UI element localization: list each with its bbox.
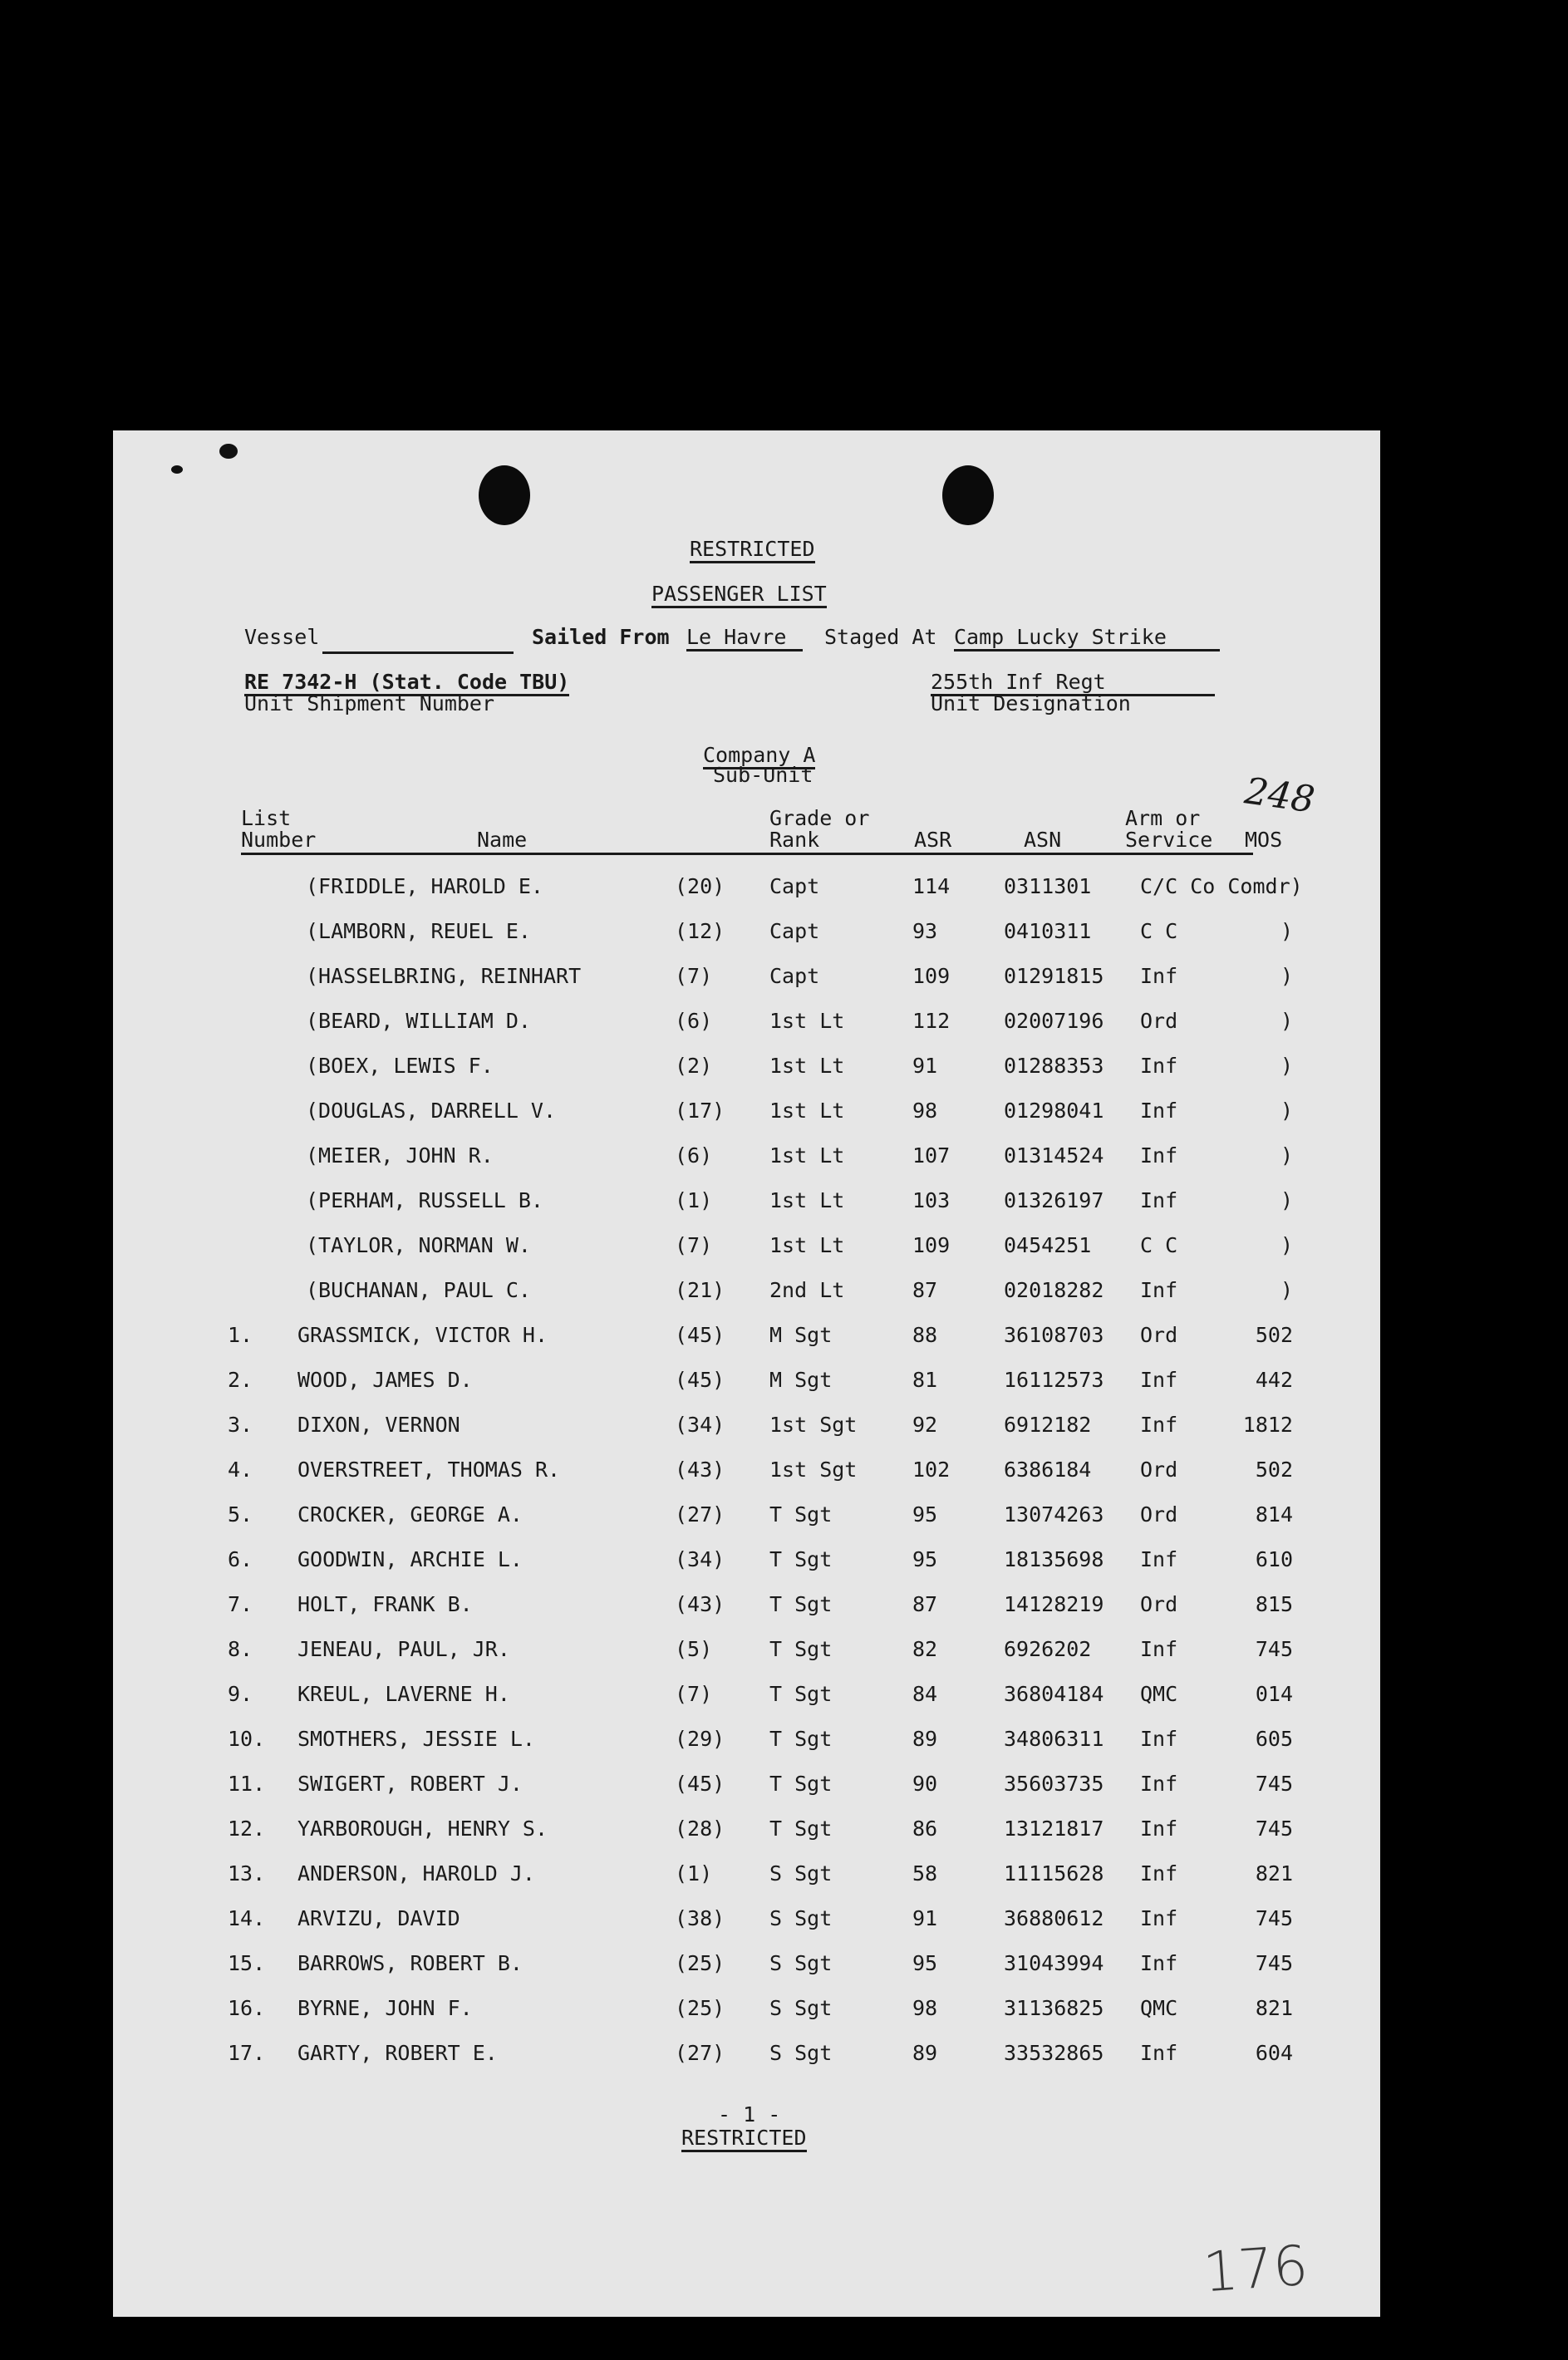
col-mos: MOS xyxy=(1245,828,1283,852)
cell-mos: 745 xyxy=(1255,1817,1293,1841)
cell-grade: S Sgt xyxy=(769,1906,833,1930)
cell-name: DIXON, VERNON xyxy=(297,1413,460,1437)
cell-code: (21) xyxy=(675,1278,725,1302)
cell-name: (PERHAM, RUSSELL B. xyxy=(306,1188,543,1212)
cell-grade: T Sgt xyxy=(769,1637,833,1661)
cell-num: 9. xyxy=(228,1682,253,1706)
cell-asr: 92 xyxy=(912,1413,938,1437)
cell-mos: ) xyxy=(1280,964,1293,988)
cell-grade: 1st Lt xyxy=(769,1054,845,1078)
cell-asn: 0311301 xyxy=(1004,874,1092,898)
cell-grade: S Sgt xyxy=(769,1951,833,1975)
cell-mos: ) xyxy=(1280,1009,1293,1033)
cell-arm: Inf xyxy=(1140,1278,1178,1302)
cell-arm: C C xyxy=(1140,919,1178,943)
cell-arm: Inf xyxy=(1140,1727,1178,1751)
cell-mos: ) xyxy=(1280,919,1293,943)
cell-asn: 16112573 xyxy=(1004,1368,1104,1392)
cell-asn: 6912182 xyxy=(1004,1413,1092,1437)
page-number: - 1 - xyxy=(718,2102,781,2126)
cell-arm: QMC xyxy=(1140,1682,1178,1706)
cell-code: (27) xyxy=(675,1502,725,1527)
cell-mos: 821 xyxy=(1255,1996,1293,2020)
cell-code: (6) xyxy=(675,1009,713,1033)
cell-asr: 89 xyxy=(912,1727,938,1751)
col-list-number-1: List xyxy=(241,806,292,830)
cell-grade: T Sgt xyxy=(769,1817,833,1841)
cell-mos: 442 xyxy=(1255,1368,1293,1392)
cell-arm: Inf xyxy=(1140,1054,1178,1078)
cell-name: SMOTHERS, JESSIE L. xyxy=(297,1727,535,1751)
cell-mos: 745 xyxy=(1255,1906,1293,1930)
cell-name: (DOUGLAS, DARRELL V. xyxy=(306,1099,557,1123)
cell-num: 7. xyxy=(228,1592,253,1616)
cell-arm: Inf xyxy=(1140,1368,1178,1392)
punch-hole-left xyxy=(479,465,530,525)
cell-asn: 6386184 xyxy=(1004,1458,1092,1482)
cell-name: WOOD, JAMES D. xyxy=(297,1368,473,1392)
restricted-top: RESTRICTED xyxy=(690,537,815,563)
cell-asn: 14128219 xyxy=(1004,1592,1104,1616)
cell-asn: 33532865 xyxy=(1004,2041,1104,2065)
cell-num: 10. xyxy=(228,1727,266,1751)
cell-num: 8. xyxy=(228,1637,253,1661)
cell-mos: ) xyxy=(1280,1143,1293,1168)
cell-code: (45) xyxy=(675,1323,725,1347)
col-name: Name xyxy=(477,828,528,852)
cell-asr: 87 xyxy=(912,1592,938,1616)
cell-code: (28) xyxy=(675,1817,725,1841)
cell-mos: ) xyxy=(1280,1233,1293,1257)
cell-name: (TAYLOR, NORMAN W. xyxy=(306,1233,531,1257)
cell-name: GOODWIN, ARCHIE L. xyxy=(297,1547,523,1571)
cell-mos: 814 xyxy=(1255,1502,1293,1527)
cell-num: 6. xyxy=(228,1547,253,1571)
cell-grade: S Sgt xyxy=(769,1861,833,1886)
cell-code: (6) xyxy=(675,1143,713,1168)
cell-num: 17. xyxy=(228,2041,266,2065)
cell-asr: 58 xyxy=(912,1861,938,1886)
cell-asr: 98 xyxy=(912,1996,938,2020)
cell-arm: Inf xyxy=(1140,1906,1178,1930)
cell-arm: Inf xyxy=(1140,1861,1178,1886)
cell-arm: Inf xyxy=(1140,1188,1178,1212)
cell-code: (7) xyxy=(675,1682,713,1706)
cell-mos: ) xyxy=(1280,1054,1293,1078)
cell-code: (45) xyxy=(675,1368,725,1392)
col-grade-1: Grade or xyxy=(769,806,870,830)
col-arm-1: Arm or xyxy=(1125,806,1201,830)
cell-code: (25) xyxy=(675,1951,725,1975)
cell-grade: Capt xyxy=(769,919,820,943)
vessel-field xyxy=(322,630,514,654)
cell-name: CROCKER, GEORGE A. xyxy=(297,1502,523,1527)
cell-name: OVERSTREET, THOMAS R. xyxy=(297,1458,561,1482)
cell-code: (7) xyxy=(675,964,713,988)
cell-num: 5. xyxy=(228,1502,253,1527)
cell-mos: 604 xyxy=(1255,2041,1293,2065)
cell-grade: T Sgt xyxy=(769,1772,833,1796)
cell-grade: Capt xyxy=(769,964,820,988)
cell-name: YARBOROUGH, HENRY S. xyxy=(297,1817,548,1841)
cell-code: (43) xyxy=(675,1458,725,1482)
cell-arm: Inf xyxy=(1140,2041,1178,2065)
vessel-label: Vessel xyxy=(244,625,320,649)
cell-num: 14. xyxy=(228,1906,266,1930)
cell-name: HOLT, FRANK B. xyxy=(297,1592,473,1616)
cell-asn: 01291815 xyxy=(1004,964,1104,988)
cell-code: (17) xyxy=(675,1099,725,1123)
cell-mos: 605 xyxy=(1255,1727,1293,1751)
col-arm-2: Service xyxy=(1125,828,1213,852)
cell-grade: Capt xyxy=(769,874,820,898)
cell-code: (38) xyxy=(675,1906,725,1930)
cell-code: (1) xyxy=(675,1188,713,1212)
staged-value: Camp Lucky Strike xyxy=(954,625,1220,651)
cell-asr: 91 xyxy=(912,1054,938,1078)
cell-mos: 821 xyxy=(1255,1861,1293,1886)
ink-blot xyxy=(171,465,183,474)
cell-name: (BUCHANAN, PAUL C. xyxy=(306,1278,531,1302)
cell-name: ANDERSON, HAROLD J. xyxy=(297,1861,535,1886)
cell-asr: 107 xyxy=(912,1143,951,1168)
cell-num: 1. xyxy=(228,1323,253,1347)
cell-asr: 91 xyxy=(912,1906,938,1930)
cell-asn: 11115628 xyxy=(1004,1861,1104,1886)
cell-asn: 0454251 xyxy=(1004,1233,1092,1257)
cell-arm: Inf xyxy=(1140,1951,1178,1975)
cell-name: KREUL, LAVERNE H. xyxy=(297,1682,510,1706)
cell-code: (2) xyxy=(675,1054,713,1078)
cell-grade: 1st Lt xyxy=(769,1009,845,1033)
cell-asn: 18135698 xyxy=(1004,1547,1104,1571)
cell-code: (12) xyxy=(675,919,725,943)
cell-name: JENEAU, PAUL, JR. xyxy=(297,1637,510,1661)
cell-arm: Inf xyxy=(1140,964,1178,988)
sailed-from-value: Le Havre xyxy=(686,625,803,651)
col-grade-2: Rank xyxy=(769,828,820,852)
cell-asn: 01314524 xyxy=(1004,1143,1104,1168)
cell-asr: 89 xyxy=(912,2041,938,2065)
cell-asn: 0410311 xyxy=(1004,919,1092,943)
header-rule xyxy=(241,853,1253,855)
cell-name: SWIGERT, ROBERT J. xyxy=(297,1772,523,1796)
cell-grade: 2nd Lt xyxy=(769,1278,845,1302)
cell-arm: Inf xyxy=(1140,1637,1178,1661)
cell-grade: 1st Lt xyxy=(769,1099,845,1123)
restricted-bottom: RESTRICTED xyxy=(681,2126,807,2152)
cell-num: 2. xyxy=(228,1368,253,1392)
cell-mos: 014 xyxy=(1255,1682,1293,1706)
cell-mos: 610 xyxy=(1255,1547,1293,1571)
cell-mos: 815 xyxy=(1255,1592,1293,1616)
cell-asn: 6926202 xyxy=(1004,1637,1092,1661)
cell-code: (34) xyxy=(675,1413,725,1437)
cell-asr: 87 xyxy=(912,1278,938,1302)
cell-asr: 114 xyxy=(912,874,951,898)
ink-blot xyxy=(219,444,238,459)
cell-name: (FRIDDLE, HAROLD E. xyxy=(306,874,543,898)
col-asr: ASR xyxy=(914,828,952,852)
cell-code: (1) xyxy=(675,1861,713,1886)
sailed-from-label: Sailed From xyxy=(532,625,670,649)
cell-num: 3. xyxy=(228,1413,253,1437)
cell-grade: T Sgt xyxy=(769,1502,833,1527)
cell-grade: T Sgt xyxy=(769,1727,833,1751)
cell-arm: Inf xyxy=(1140,1099,1178,1123)
cell-arm: C/C Co Comdr) xyxy=(1140,874,1303,898)
cell-asr: 98 xyxy=(912,1099,938,1123)
cell-num: 11. xyxy=(228,1772,266,1796)
cell-asn: 02007196 xyxy=(1004,1009,1104,1033)
cell-num: 13. xyxy=(228,1861,266,1886)
subunit-value: Company A xyxy=(703,743,815,769)
cell-asn: 02018282 xyxy=(1004,1278,1104,1302)
cell-mos: 745 xyxy=(1255,1951,1293,1975)
punch-hole-right xyxy=(942,465,994,525)
cell-asr: 81 xyxy=(912,1368,938,1392)
cell-grade: 1st Lt xyxy=(769,1233,845,1257)
cell-grade: S Sgt xyxy=(769,2041,833,2065)
cell-arm: Ord xyxy=(1140,1323,1178,1347)
cell-asr: 90 xyxy=(912,1772,938,1796)
cell-asn: 34806311 xyxy=(1004,1727,1104,1751)
cell-mos: ) xyxy=(1280,1099,1293,1123)
cell-asn: 31136825 xyxy=(1004,1996,1104,2020)
cell-mos: 745 xyxy=(1255,1772,1293,1796)
pencil-number: 176 xyxy=(1201,2233,1310,2305)
cell-name: GARTY, ROBERT E. xyxy=(297,2041,498,2065)
cell-num: 15. xyxy=(228,1951,266,1975)
cell-mos: 502 xyxy=(1255,1323,1293,1347)
cell-asr: 109 xyxy=(912,1233,951,1257)
cell-asn: 01298041 xyxy=(1004,1099,1104,1123)
cell-arm: C C xyxy=(1140,1233,1178,1257)
cell-name: (BEARD, WILLIAM D. xyxy=(306,1009,531,1033)
unit-label: Unit Designation xyxy=(931,691,1131,715)
cell-arm: Inf xyxy=(1140,1772,1178,1796)
cell-code: (34) xyxy=(675,1547,725,1571)
cell-grade: T Sgt xyxy=(769,1547,833,1571)
cell-asn: 31043994 xyxy=(1004,1951,1104,1975)
cell-code: (29) xyxy=(675,1727,725,1751)
cell-asn: 13121817 xyxy=(1004,1817,1104,1841)
stamp-number: 248 xyxy=(1241,769,1318,822)
cell-asr: 93 xyxy=(912,919,938,943)
cell-code: (7) xyxy=(675,1233,713,1257)
cell-asr: 95 xyxy=(912,1951,938,1975)
cell-code: (20) xyxy=(675,874,725,898)
cell-code: (45) xyxy=(675,1772,725,1796)
cell-num: 16. xyxy=(228,1996,266,2020)
cell-asr: 84 xyxy=(912,1682,938,1706)
cell-asn: 36804184 xyxy=(1004,1682,1104,1706)
cell-asn: 36880612 xyxy=(1004,1906,1104,1930)
cell-name: (LAMBORN, REUEL E. xyxy=(306,919,531,943)
cell-asn: 35603735 xyxy=(1004,1772,1104,1796)
cell-asr: 95 xyxy=(912,1502,938,1527)
cell-asr: 102 xyxy=(912,1458,951,1482)
cell-asr: 86 xyxy=(912,1817,938,1841)
cell-grade: S Sgt xyxy=(769,1996,833,2020)
cell-name: BARROWS, ROBERT B. xyxy=(297,1951,523,1975)
cell-asr: 82 xyxy=(912,1637,938,1661)
cell-code: (5) xyxy=(675,1637,713,1661)
cell-arm: Inf xyxy=(1140,1547,1178,1571)
cell-arm: Inf xyxy=(1140,1817,1178,1841)
cell-asn: 36108703 xyxy=(1004,1323,1104,1347)
cell-asn: 01288353 xyxy=(1004,1054,1104,1078)
col-list-number-2: Number xyxy=(241,828,317,852)
cell-num: 12. xyxy=(228,1817,266,1841)
cell-asr: 109 xyxy=(912,964,951,988)
page-title: PASSENGER LIST xyxy=(651,582,827,608)
cell-grade: 1st Sgt xyxy=(769,1458,858,1482)
cell-arm: Inf xyxy=(1140,1143,1178,1168)
cell-mos: 502 xyxy=(1255,1458,1293,1482)
cell-arm: Ord xyxy=(1140,1458,1178,1482)
cell-num: 4. xyxy=(228,1458,253,1482)
col-asn: ASN xyxy=(1024,828,1062,852)
cell-arm: Ord xyxy=(1140,1502,1178,1527)
cell-arm: Ord xyxy=(1140,1592,1178,1616)
cell-grade: T Sgt xyxy=(769,1682,833,1706)
cell-grade: 1st Lt xyxy=(769,1188,845,1212)
cell-asr: 103 xyxy=(912,1188,951,1212)
cell-asn: 13074263 xyxy=(1004,1502,1104,1527)
cell-grade: 1st Sgt xyxy=(769,1413,858,1437)
cell-code: (27) xyxy=(675,2041,725,2065)
unit-value: 255th Inf Regt xyxy=(931,670,1215,696)
cell-mos: ) xyxy=(1280,1278,1293,1302)
shipment-value: RE 7342-H (Stat. Code TBU) xyxy=(244,670,569,696)
cell-name: (HASSELBRING, REINHART xyxy=(306,964,582,988)
cell-name: GRASSMICK, VICTOR H. xyxy=(297,1323,548,1347)
cell-grade: 1st Lt xyxy=(769,1143,845,1168)
cell-arm: Ord xyxy=(1140,1009,1178,1033)
subunit-label: Sub-Unit xyxy=(713,763,813,787)
cell-mos: ) xyxy=(1280,1188,1293,1212)
cell-name: ARVIZU, DAVID xyxy=(297,1906,460,1930)
staged-label: Staged At xyxy=(824,625,937,649)
cell-grade: M Sgt xyxy=(769,1368,833,1392)
shipment-label: Unit Shipment Number xyxy=(244,691,495,715)
cell-code: (43) xyxy=(675,1592,725,1616)
cell-asr: 95 xyxy=(912,1547,938,1571)
document-page xyxy=(113,430,1380,2317)
cell-name: (MEIER, JOHN R. xyxy=(306,1143,494,1168)
cell-asr: 88 xyxy=(912,1323,938,1347)
cell-grade: T Sgt xyxy=(769,1592,833,1616)
cell-mos: 1812 xyxy=(1242,1413,1293,1437)
cell-name: (BOEX, LEWIS F. xyxy=(306,1054,494,1078)
cell-asr: 112 xyxy=(912,1009,951,1033)
cell-arm: QMC xyxy=(1140,1996,1178,2020)
cell-arm: Inf xyxy=(1140,1413,1178,1437)
cell-grade: M Sgt xyxy=(769,1323,833,1347)
cell-code: (25) xyxy=(675,1996,725,2020)
cell-name: BYRNE, JOHN F. xyxy=(297,1996,473,2020)
cell-asn: 01326197 xyxy=(1004,1188,1104,1212)
cell-mos: 745 xyxy=(1255,1637,1293,1661)
